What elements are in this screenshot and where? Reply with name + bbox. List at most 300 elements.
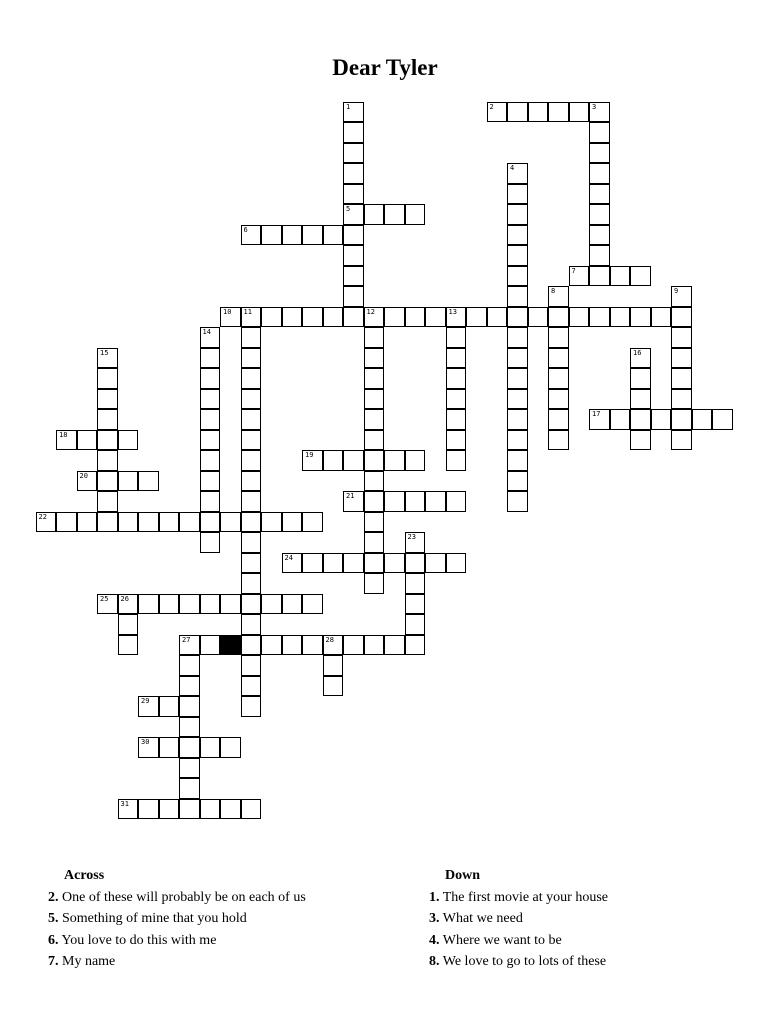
grid-cell[interactable] <box>589 102 610 123</box>
grid-cell[interactable] <box>179 594 200 615</box>
grid-cell[interactable] <box>241 389 262 410</box>
grid-cell[interactable] <box>446 450 467 471</box>
across-clues <box>48 865 306 973</box>
grid-cell[interactable] <box>282 307 303 328</box>
grid-cell[interactable] <box>589 163 610 184</box>
clue-number: 12 <box>366 307 375 316</box>
grid-cell[interactable] <box>507 225 528 246</box>
grid-cell[interactable] <box>302 225 323 246</box>
grid-cell[interactable] <box>548 102 569 123</box>
grid-cell[interactable] <box>507 163 528 184</box>
grid-cell[interactable] <box>507 389 528 410</box>
grid-cell[interactable] <box>507 348 528 369</box>
down-clue <box>429 951 608 973</box>
grid-cell[interactable] <box>323 676 344 697</box>
grid-cell[interactable] <box>364 450 385 471</box>
grid-cell[interactable] <box>241 635 262 656</box>
grid-cell[interactable] <box>138 737 159 758</box>
clue-number: 8 <box>551 287 556 295</box>
clue-number: 22 <box>38 512 47 521</box>
grid-cell[interactable] <box>241 491 262 512</box>
grid-cell[interactable] <box>589 266 610 287</box>
across-clue <box>48 951 306 973</box>
grid-cell[interactable] <box>507 430 528 451</box>
grid-cell[interactable] <box>241 348 262 369</box>
grid-cell[interactable] <box>241 594 262 615</box>
grid-cell[interactable] <box>241 368 262 389</box>
grid-cell[interactable] <box>138 696 159 717</box>
grid-cell[interactable] <box>282 512 303 533</box>
grid-cell[interactable] <box>487 102 508 123</box>
grid-cell[interactable] <box>507 409 528 430</box>
grid-cell[interactable] <box>610 266 631 287</box>
grid-cell[interactable] <box>405 614 426 635</box>
grid-cell[interactable] <box>343 143 364 164</box>
grid-cell[interactable] <box>302 635 323 656</box>
grid-cell[interactable] <box>364 307 385 328</box>
grid-cell[interactable] <box>589 307 610 328</box>
grid-cell[interactable] <box>405 491 426 512</box>
grid-cell[interactable] <box>220 594 241 615</box>
clue-num: 1. <box>429 889 440 905</box>
grid-cell[interactable] <box>384 491 405 512</box>
grid-cell[interactable] <box>364 491 385 512</box>
grid-cell[interactable] <box>405 532 426 553</box>
grid-cell[interactable] <box>507 327 528 348</box>
grid-cell[interactable] <box>446 389 467 410</box>
grid-cell[interactable] <box>241 799 262 820</box>
clue-num: 6. <box>48 932 59 948</box>
clue-number: 15 <box>100 348 109 357</box>
grid-cell[interactable] <box>241 327 262 348</box>
grid-cell[interactable] <box>364 430 385 451</box>
grid-cell[interactable] <box>507 102 528 123</box>
grid-cell[interactable] <box>200 799 221 820</box>
grid-cell[interactable] <box>200 348 221 369</box>
down-clue <box>429 930 608 952</box>
grid-cell[interactable] <box>159 512 180 533</box>
grid-cell[interactable] <box>97 368 118 389</box>
grid-cell[interactable] <box>548 389 569 410</box>
grid-cell[interactable] <box>179 676 200 697</box>
clue-text: The first movie at your house <box>442 889 608 905</box>
grid-cell[interactable] <box>118 614 139 635</box>
grid-cell[interactable] <box>364 409 385 430</box>
down-clue-list <box>429 887 608 973</box>
grid-cell[interactable] <box>97 348 118 369</box>
clue-number: 2 <box>489 102 494 111</box>
clue-num: 7. <box>48 954 59 969</box>
across-clue <box>48 930 306 952</box>
grid-cell[interactable] <box>671 430 692 451</box>
clue-number: 3 <box>592 102 597 111</box>
grid-cell[interactable] <box>630 368 651 389</box>
grid-cell[interactable] <box>384 450 405 471</box>
grid-cell[interactable] <box>507 204 528 225</box>
down-clue <box>429 887 608 909</box>
grid-cell[interactable] <box>97 471 118 492</box>
grid-cell[interactable] <box>630 266 651 287</box>
grid-cell[interactable] <box>364 471 385 492</box>
grid-cell[interactable] <box>200 594 221 615</box>
grid-cell[interactable] <box>548 286 569 307</box>
grid-cell[interactable] <box>282 635 303 656</box>
grid-cell[interactable] <box>282 594 303 615</box>
grid-cell[interactable] <box>630 389 651 410</box>
clue-number: 4 <box>510 164 515 172</box>
grid-cell[interactable] <box>630 348 651 369</box>
grid-cell[interactable] <box>487 307 508 328</box>
puzzle-title: Dear Tyler <box>332 55 438 80</box>
clue-number: 30 <box>141 738 150 746</box>
grid-cell[interactable] <box>138 471 159 492</box>
grid-cell[interactable] <box>589 122 610 143</box>
grid-cell[interactable] <box>425 307 446 328</box>
grid-cell[interactable] <box>56 430 77 451</box>
grid-cell[interactable] <box>179 717 200 738</box>
grid-cell[interactable] <box>589 409 610 430</box>
clue-number: 18 <box>59 430 68 439</box>
clue-number: 5 <box>346 205 351 213</box>
grid-cell[interactable] <box>446 307 467 328</box>
grid-cell[interactable] <box>118 594 139 615</box>
grid-cell[interactable] <box>302 307 323 328</box>
grid-cell[interactable] <box>261 225 282 246</box>
clue-num: 2. <box>48 889 59 905</box>
grid-cell[interactable] <box>528 102 549 123</box>
grid-cell[interactable] <box>446 430 467 451</box>
across-clue <box>48 887 306 909</box>
grid-cell[interactable] <box>507 266 528 287</box>
across-clue-list <box>48 887 306 973</box>
grid-cell[interactable] <box>405 573 426 594</box>
grid-cell[interactable] <box>364 573 385 594</box>
grid-cell[interactable] <box>323 307 344 328</box>
grid-cell[interactable] <box>323 655 344 676</box>
grid-cell[interactable] <box>671 286 692 307</box>
grid-cell[interactable] <box>671 389 692 410</box>
grid-cell[interactable] <box>179 799 200 820</box>
clue-number: 6 <box>243 225 248 234</box>
clue-number: 17 <box>592 410 601 418</box>
clue-number: 23 <box>407 533 416 541</box>
grid-cell[interactable] <box>446 348 467 369</box>
grid-cell[interactable] <box>241 532 262 553</box>
grid-cell[interactable] <box>384 307 405 328</box>
grid-cell[interactable] <box>548 409 569 430</box>
grid-cell[interactable] <box>200 327 221 348</box>
clue-number: 7 <box>571 266 576 275</box>
grid-cell[interactable] <box>302 594 323 615</box>
clue-number: 10 <box>223 307 232 316</box>
grid-cell[interactable] <box>323 450 344 471</box>
grid-cell[interactable] <box>507 245 528 266</box>
grid-cell[interactable] <box>343 491 364 512</box>
grid-cell[interactable] <box>97 409 118 430</box>
grid-cell[interactable] <box>364 532 385 553</box>
grid-cell[interactable] <box>343 122 364 143</box>
grid-cell[interactable] <box>507 471 528 492</box>
grid-cell[interactable] <box>179 778 200 799</box>
grid-cell[interactable] <box>220 307 241 328</box>
grid-cell[interactable] <box>671 368 692 389</box>
grid-cell[interactable] <box>364 348 385 369</box>
grid-cell[interactable] <box>384 635 405 656</box>
grid-cell[interactable] <box>548 307 569 328</box>
grid-cell[interactable] <box>179 758 200 779</box>
grid-cell[interactable] <box>569 266 590 287</box>
grid-cell[interactable] <box>241 676 262 697</box>
clue-text: My name <box>62 954 116 969</box>
grid-cell[interactable] <box>405 204 426 225</box>
clue-num: 3. <box>429 911 440 926</box>
down-heading: Down <box>445 868 481 883</box>
grid-cell[interactable] <box>343 204 364 225</box>
clue-number: 25 <box>100 594 109 603</box>
grid-cell[interactable] <box>507 491 528 512</box>
grid-cell[interactable] <box>241 409 262 430</box>
grid-cell[interactable] <box>343 163 364 184</box>
grid-cell[interactable] <box>282 553 303 574</box>
grid-cell[interactable] <box>97 430 118 451</box>
grid-cell[interactable] <box>200 430 221 451</box>
grid-cell[interactable] <box>323 553 344 574</box>
grid-cell[interactable] <box>241 655 262 676</box>
grid-cell[interactable] <box>364 204 385 225</box>
grid-cell[interactable] <box>77 512 98 533</box>
grid-cell[interactable] <box>302 512 323 533</box>
grid-cell[interactable] <box>200 471 221 492</box>
clue-number: 29 <box>141 697 150 705</box>
grid-cell[interactable] <box>589 184 610 205</box>
clue-text: Where we want to be <box>442 932 562 948</box>
clue-text: We love to go to lots of these <box>442 954 607 969</box>
grid-cell[interactable] <box>77 471 98 492</box>
grid-cell[interactable] <box>405 635 426 656</box>
grid-cell[interactable] <box>36 512 57 533</box>
grid-cell[interactable] <box>384 204 405 225</box>
grid-cell[interactable] <box>343 102 364 123</box>
clue-text: Something of mine that you hold <box>62 911 247 926</box>
grid-cell[interactable] <box>200 512 221 533</box>
grid-cell[interactable] <box>118 635 139 656</box>
grid-cell[interactable] <box>220 512 241 533</box>
grid-cell[interactable] <box>405 450 426 471</box>
clue-number: 31 <box>120 799 129 808</box>
grid-cell[interactable] <box>323 225 344 246</box>
grid-cell[interactable] <box>323 635 344 656</box>
grid-cell[interactable] <box>200 409 221 430</box>
grid-cell[interactable] <box>364 553 385 574</box>
grid-cell[interactable] <box>261 594 282 615</box>
grid-cell[interactable] <box>507 450 528 471</box>
grid-cell[interactable] <box>159 696 180 717</box>
clue-num: 4. <box>429 932 440 948</box>
grid-cell[interactable] <box>261 635 282 656</box>
grid-cell[interactable] <box>712 409 733 430</box>
grid-cell[interactable] <box>671 348 692 369</box>
across-heading: Across <box>64 868 105 883</box>
grid-cell[interactable] <box>343 307 364 328</box>
grid-cell[interactable] <box>200 368 221 389</box>
grid-cell[interactable] <box>118 471 139 492</box>
grid-cell[interactable] <box>241 471 262 492</box>
grid-cell[interactable] <box>302 553 323 574</box>
grid-cell[interactable] <box>241 553 262 574</box>
grid-cell[interactable] <box>200 389 221 410</box>
clue-number: 13 <box>448 307 457 316</box>
grid-cell[interactable] <box>507 368 528 389</box>
grid-cell[interactable] <box>630 307 651 328</box>
clue-text: You love to do this with me <box>61 932 217 948</box>
grid-cell[interactable] <box>97 389 118 410</box>
grid-cell[interactable] <box>466 307 487 328</box>
grid-cell[interactable] <box>241 696 262 717</box>
grid-cell[interactable] <box>446 368 467 389</box>
across-clue <box>48 908 306 930</box>
grid-cell[interactable] <box>507 307 528 328</box>
grid-cell[interactable] <box>548 430 569 451</box>
grid-cell[interactable] <box>138 594 159 615</box>
grid-cell[interactable] <box>97 450 118 471</box>
grid-cell[interactable] <box>630 409 651 430</box>
grid-cell[interactable] <box>364 389 385 410</box>
grid-cell[interactable] <box>343 553 364 574</box>
grid-cell[interactable] <box>200 491 221 512</box>
grid-cell[interactable] <box>671 409 692 430</box>
grid-cell[interactable] <box>343 450 364 471</box>
clue-number: 24 <box>284 553 293 562</box>
grid-cell[interactable] <box>241 225 262 246</box>
grid-cell[interactable] <box>179 512 200 533</box>
clue-number: 9 <box>674 287 679 295</box>
clue-number: 27 <box>182 635 191 644</box>
grid-cell[interactable] <box>446 327 467 348</box>
grid-cell[interactable] <box>97 491 118 512</box>
clue-number: 20 <box>79 471 88 480</box>
grid-cell[interactable] <box>364 635 385 656</box>
grid-cell[interactable] <box>589 245 610 266</box>
grid-cell[interactable] <box>118 799 139 820</box>
clue-number: 19 <box>305 451 314 459</box>
grid-cell[interactable] <box>138 512 159 533</box>
grid-cell[interactable] <box>507 184 528 205</box>
grid-cell[interactable] <box>159 799 180 820</box>
grid-cell[interactable] <box>569 307 590 328</box>
grid-cell[interactable] <box>364 512 385 533</box>
grid-cell[interactable] <box>200 532 221 553</box>
grid-cell[interactable] <box>651 307 672 328</box>
grid-cell[interactable] <box>425 491 446 512</box>
grid-cell[interactable] <box>302 450 323 471</box>
grid-cell[interactable] <box>405 307 426 328</box>
grid-cell[interactable] <box>138 799 159 820</box>
grid-cell[interactable] <box>528 307 549 328</box>
grid-cell[interactable] <box>364 327 385 348</box>
grid-cell[interactable] <box>671 307 692 328</box>
grid-cell[interactable] <box>261 512 282 533</box>
clue-number: 21 <box>346 492 355 500</box>
grid-cell[interactable] <box>241 573 262 594</box>
grid-cell[interactable] <box>343 245 364 266</box>
grid-cell[interactable] <box>241 512 262 533</box>
grid-cell[interactable] <box>405 553 426 574</box>
grid-cell[interactable] <box>343 184 364 205</box>
grid-cell[interactable] <box>548 348 569 369</box>
grid-cell[interactable] <box>364 368 385 389</box>
grid-cell[interactable] <box>241 430 262 451</box>
clue-number: 28 <box>325 635 334 644</box>
grid-cell[interactable] <box>671 327 692 348</box>
grid-cell[interactable] <box>548 368 569 389</box>
grid-cell[interactable] <box>343 635 364 656</box>
grid-cell[interactable] <box>261 307 282 328</box>
grid-cell[interactable] <box>118 430 139 451</box>
down-clue <box>429 908 608 930</box>
grid-cell[interactable] <box>589 143 610 164</box>
grid-cell[interactable] <box>241 307 262 328</box>
grid-cell[interactable] <box>425 553 446 574</box>
clue-num: 5. <box>48 911 59 926</box>
grid-cell[interactable] <box>384 553 405 574</box>
grid-cell[interactable] <box>589 204 610 225</box>
grid-cell[interactable] <box>241 450 262 471</box>
grid-cell[interactable] <box>446 409 467 430</box>
grid-cell[interactable] <box>56 512 77 533</box>
grid-cell[interactable] <box>343 266 364 287</box>
grid-cell[interactable] <box>77 430 98 451</box>
clue-number: 16 <box>633 348 642 357</box>
grid-cell[interactable] <box>548 327 569 348</box>
grid-cell[interactable] <box>610 307 631 328</box>
grid-cell[interactable] <box>179 696 200 717</box>
grid-cell[interactable] <box>97 512 118 533</box>
grid-cell[interactable] <box>97 594 118 615</box>
clue-text: What we need <box>442 911 523 926</box>
grid-cell[interactable] <box>159 594 180 615</box>
grid-cell[interactable] <box>651 409 672 430</box>
grid-cell[interactable] <box>179 737 200 758</box>
grid-cell[interactable] <box>200 450 221 471</box>
grid-cell[interactable] <box>200 635 221 656</box>
grid-cell[interactable] <box>282 225 303 246</box>
clue-number: 11 <box>243 307 252 316</box>
grid-cell[interactable] <box>159 737 180 758</box>
black-square <box>220 635 241 656</box>
grid-cell[interactable] <box>179 655 200 676</box>
grid-cell[interactable] <box>507 286 528 307</box>
grid-cell[interactable] <box>179 635 200 656</box>
grid-cell[interactable] <box>118 512 139 533</box>
grid-cell[interactable] <box>589 225 610 246</box>
clue-text: One of these will probably be on each of us <box>62 889 306 905</box>
grid-cell[interactable] <box>610 409 631 430</box>
grid-cell[interactable] <box>569 102 590 123</box>
grid-cell[interactable] <box>630 430 651 451</box>
grid-cell[interactable] <box>200 737 221 758</box>
grid-cell[interactable] <box>446 553 467 574</box>
grid-cell[interactable] <box>220 799 241 820</box>
grid-cell[interactable] <box>405 594 426 615</box>
grid-cell[interactable] <box>343 225 364 246</box>
grid-cell[interactable] <box>241 614 262 635</box>
grid-cell[interactable] <box>446 491 467 512</box>
grid-cell[interactable] <box>692 409 713 430</box>
grid-cell[interactable] <box>343 286 364 307</box>
grid-cell[interactable] <box>220 737 241 758</box>
clue-number: 26 <box>120 594 129 603</box>
down-clues <box>429 865 608 973</box>
